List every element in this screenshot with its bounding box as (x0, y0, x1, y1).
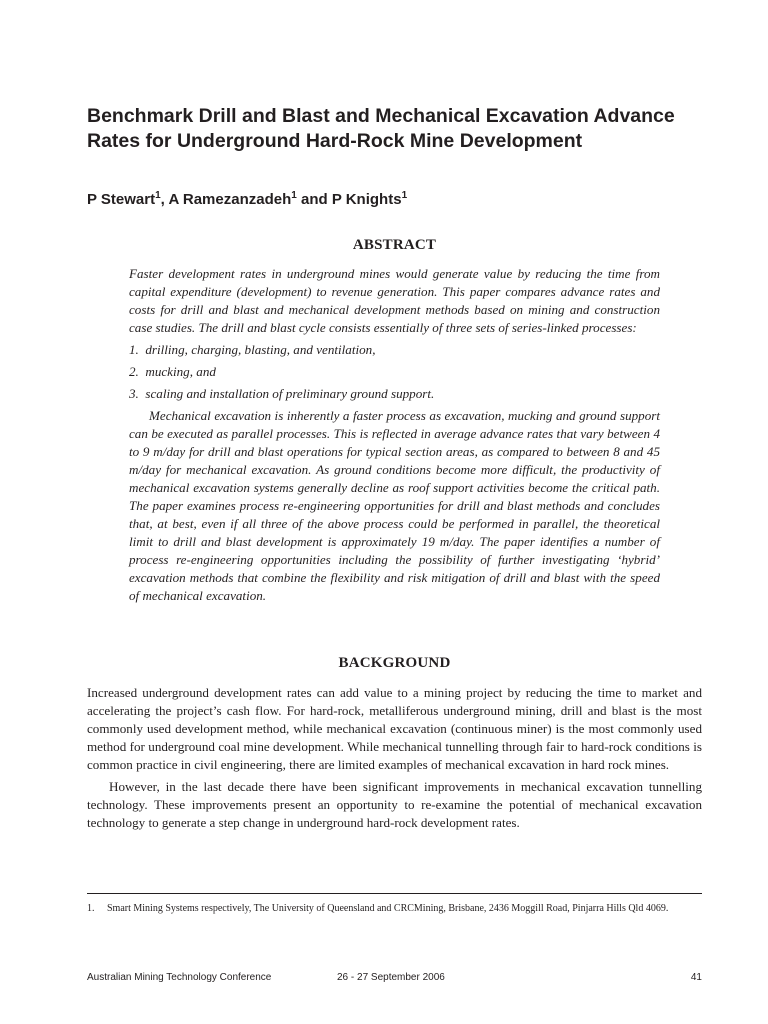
background-paragraph: However, in the last decade there have been significant improvements in mechanical excavation tunnelling technology. These improvements present an opportunity to re-examine the potential of mechanical excavation technology to generate a step change in underground hard-rock development rates. (87, 779, 702, 830)
paper-page (87, 0, 702, 1024)
author-name: P Stewart (87, 191, 156, 208)
page-number: 41 (690, 972, 702, 983)
author-affiliation-marker: 1 (155, 190, 161, 201)
footer-conference: Australian Mining Technology Conference (87, 972, 272, 983)
background-paragraph: Increased underground development rates can add value to a mining project by reducing the time to market and accelerating the project’s cash flow. For hard-rock, metalliferous underground mining, drill and blast is the most commonly used development method, while mechanical excavation (continuous miner) is the most commonly used method for underground coal mine development. While mechanical tunnelling through fair to hard-rock conditions is common practice in civil engineering, there are limited examples of mechanical excavation in hard rock mines. (87, 685, 702, 772)
abstract-paragraph: Mechanical excavation is inherently a faster process as excavation, mucking and ground support can be executed as parallel processes. This is reflected in average advance rates that vary between 4 to 9 m/day for drill and blast operations for typical section areas, as compared to between 8 and 45 m/day for mechanical excavation. As ground conditions become more difficult, the productivity of mechanical excavation systems generally decline as roof support activities become the critical path. The paper examines process re-engineering opportunities for drill and blast methods and concludes that, at best, even if all three of the above process could be performed in parallel, the theoretical limit to drill and blast development is approximately 19 m/day. The paper identifies a number of process re-engineering opportunities including the possibility of further investigating ‘hybrid’ excavation methods that combine the flexibility and risk mitigation of drill and blast with the speed of mechanical excavation. (129, 408, 660, 603)
abstract-body (129, 265, 660, 605)
abstract-heading: ABSTRACT (352, 237, 437, 253)
abstract-intro: Faster development rates in underground mines would generate value by reducing the time from capital expenditure (development) to revenue generation. This paper compares advance rates and costs for drill and blast and mechanical development methods based on mining and construction case studies. The drill and blast cycle consists essentially of three sets of series-linked processes: (129, 266, 660, 335)
abstract-process-list (129, 341, 660, 403)
list-item: 3. scaling and installation of preliminary ground support. (129, 386, 435, 401)
author-list (87, 190, 702, 210)
footer-dates: 26 - 27 September 2006 (337, 972, 445, 983)
footnote-text: Smart Mining Systems respectively, The University of Queensland and CRCMining, Brisbane, 2436 Moggill Road, Pinjarra Hills Qld 4069. (107, 903, 669, 914)
footnote-divider (87, 893, 702, 894)
author-name: A Ramezanzadeh (168, 191, 292, 208)
footnote-number: 1. (87, 903, 95, 914)
background-body (87, 684, 702, 836)
author-name: P Knights (331, 191, 402, 208)
footnote (87, 902, 702, 915)
list-item: 2. mucking, and (129, 364, 216, 379)
author-separator: , (160, 191, 169, 208)
author-affiliation-marker: 1 (291, 190, 297, 201)
author-separator: and (296, 191, 332, 208)
author-affiliation-marker: 1 (401, 190, 408, 201)
page-footer (87, 971, 702, 985)
background-heading: BACKGROUND (338, 655, 451, 671)
paper-title: Benchmark Drill and Blast and Mechanical Excavation Advance Rates for Underground Hard-Rock Mine Development (87, 105, 675, 152)
list-item: 1. drilling, charging, blasting, and ventilation, (129, 342, 376, 357)
